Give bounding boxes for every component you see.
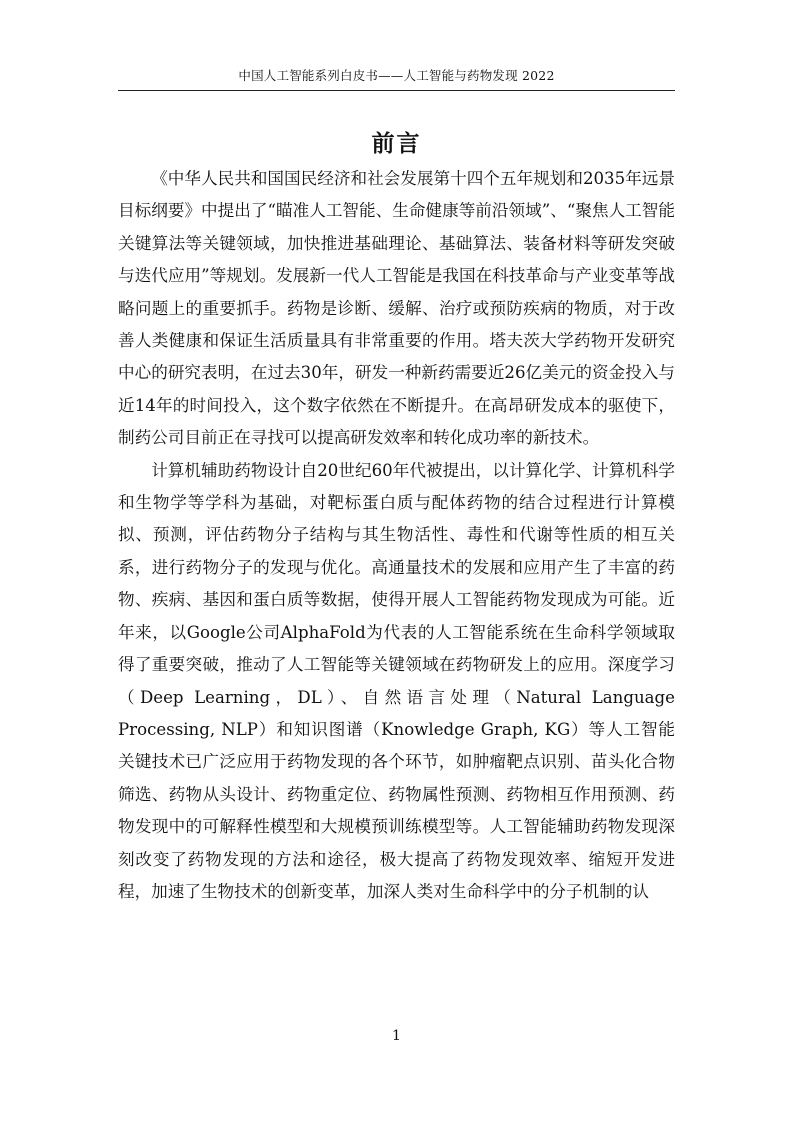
body-text [118,163,675,908]
header-divider [118,90,675,91]
running-header: 中国人工智能系列白皮书——人工智能与药物发现 2022 [238,68,555,83]
page-number: 1 [392,1028,401,1044]
page-title: 前言 [371,130,422,158]
paragraph-2: 计算机辅助药物设计自20世纪60年代被提出，以计算化学、计算机科学和生物学等学科为基础，对靶标蛋白质与配体药物的结合过程进行计算模拟、预测，评估药物分子结构与其生物活性、毒性和代谢等性质的相互关系，进行药物分子的发现与优化。高通量技术的发展和应用产生了丰富的药物、疾病、基因和蛋白质等数据，使得开展人工智能药物发现成为可能。近年来，以Google公司AlphaFold为代表的人工智能系统在生命科学领域取得了重要突破，推动了人工智能等关键领域在药物研发上的应用。深度学习（Deep Learning，DL）、自然语言处理（Natural Language Processing, NLP）和知识图谱（Knowledge Graph, KG）等人工智能关键技术已广泛应用于药物发现的各个环节，如肿瘤靶点识别、苗头化合物筛选、药物从头设计、药物重定位、药物属性预测、药物相互作用预测、药物发现中的可解释性模型和大规模预训练模型等。人工智能辅助药物发现深刻改变了药物发现的方法和途径，极大提高了药物发现效率、缩短开发进程，加速了生物技术的创新变革，加深人类对生命科学中的分子机制的认 [118,460,675,901]
paragraph-1: 《中华人民共和国国民经济和社会发展第十四个五年规划和2035年远景目标纲要》中提出了“瞄准人工智能、生命健康等前沿领域”、“聚焦人工智能关键算法等关键领域，加快推进基础理论、基础算法、装备材料等研发突破与迭代应用”等规划。发展新一代人工智能是我国在科技革命与产业变革等战略问题上的重要抓手。药物是诊断、缓解、治疗或预防疾病的物质，对于改善人类健康和保证生活质量具有非常重要的作用。塔夫茨大学药物开发研究中心的研究表明，在过去30年，研发一种新药需要近26亿美元的资金投入与近14年的时间投入，这个数字依然在不断提升。在高昂研发成本的驱使下，制药公司目前正在寻找可以提高研发效率和转化成功率的新技术。 [118,169,675,448]
